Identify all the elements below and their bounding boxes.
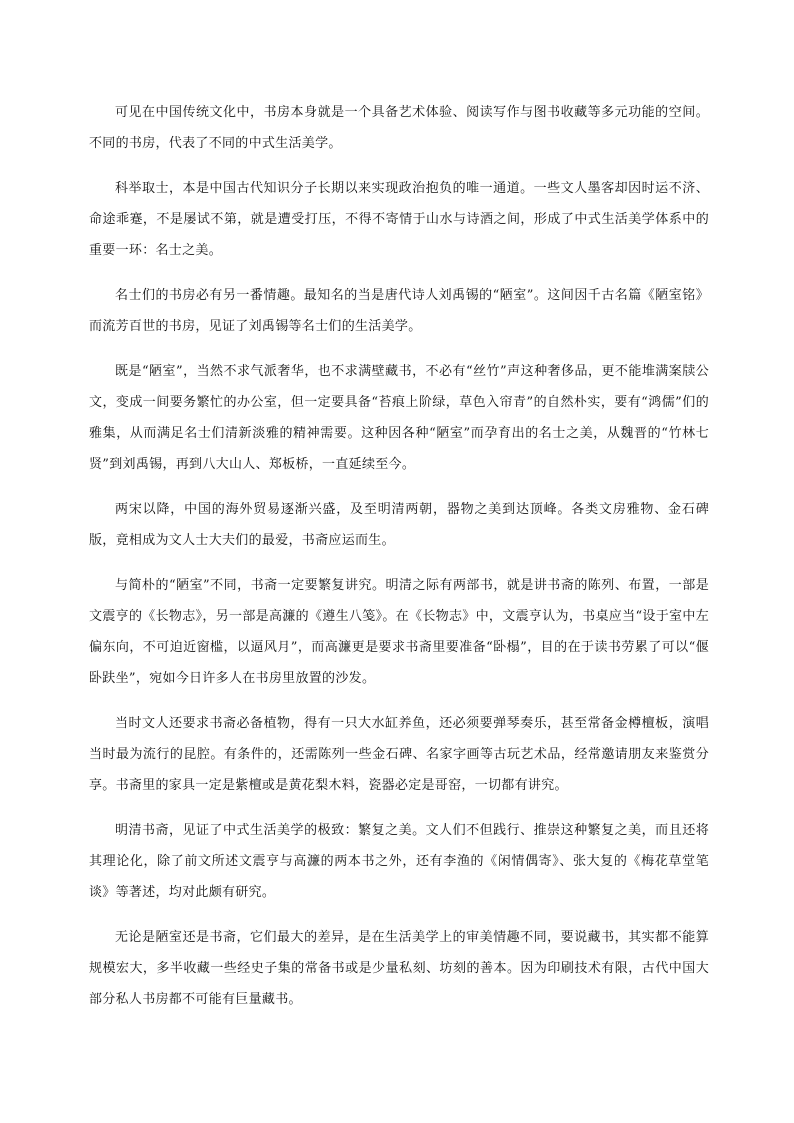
paragraph: 与简朴的“陋室”不同，书斋一定要繁复讲究。明清之际有两部书，就是讲书斋的陈列、布置，一部是文震亨的《长物志》，另一部是高濂的《遵生八笺》。在《长物志》中，文震亨认为，书桌应当“设于室中左偏东向，不可迫近窗槛，以逼风月”，而高濂更是要求书斋里要准备“卧榻”，目的在于读书劳累了可以“偃卧趺坐”，宛如今日许多人在书房里放置的沙发。 — [89, 578, 709, 686]
paragraph: 明清书斋，见证了中式生活美学的极致：繁复之美。文人们不但践行、推崇这种繁复之美，而且还将其理论化，除了前文所述文震亨与高濂的两本书之外，还有李渔的《闲情偶寄》、张大复的《梅花草堂笔谈》等著述，均对此颇有研究。 — [89, 823, 709, 900]
paragraph: 名士们的书房必有另一番情趣。最知名的当是唐代诗人刘禹锡的“陋室”。这间因千古名篇《陋室铭》而流芳百世的书房，见证了刘禹锡等名士们的生活美学。 — [89, 288, 709, 334]
paragraph: 当时文人还要求书斋必备植物，得有一只大水缸养鱼，还必须要弹琴奏乐，甚至常备金樽檀板，演唱当时最为流行的昆腔。有条件的，还需陈列一些金石碑、名家字画等古玩艺术品，经常邀请朋友来鉴赏分享。书斋里的家具一定是紫檀或是黄花梨木料，瓷器必定是哥窑，一切都有讲究。 — [89, 716, 709, 793]
paragraph: 科举取士，本是中国古代知识分子长期以来实现政治抱负的唯一通道。一些文人墨客却因时运不济、命途乖蹇，不是屡试不第，就是遭受打压，不得不寄情于山水与诗酒之间，形成了中式生活美学体系中的重要一环：名士之美。 — [89, 181, 709, 258]
paragraph: 两宋以降，中国的海外贸易逐渐兴盛，及至明清两朝，器物之美到达顶峰。各类文房雅物、金石碑版，竟相成为文人士大夫们的最爱，书斋应运而生。 — [89, 502, 709, 548]
paragraph: 无论是陋室还是书斋，它们最大的差异，是在生活美学上的审美情趣不同，要说藏书，其实都不能算规模宏大，多半收藏一些经史子集的常备书或是少量私刻、坊刻的善本。因为印刷技术有限，古代中国大部分私人书房都不可能有巨量藏书。 — [89, 930, 709, 1007]
paragraph: 既是“陋室”，当然不求气派奢华，也不求满壁藏书，不必有“丝竹”声这种奢侈品，更不能堆满案牍公文，变成一间要务繁忙的办公室，但一定要具备“苔痕上阶绿，草色入帘青”的自然朴实，要有“鸿儒”们的雅集，从而满足名士们清新淡雅的精神需要。这种因各种“陋室”而孕育出的名士之美，从魏晋的“竹林七贤”到刘禹锡，再到八大山人、郑板桥，一直延续至今。 — [89, 364, 709, 472]
article-body — [89, 97, 709, 1015]
paragraph: 可见在中国传统文化中，书房本身就是一个具备艺术体验、阅读写作与图书收藏等多元功能的空间。不同的书房，代表了不同的中式生活美学。 — [89, 105, 709, 151]
